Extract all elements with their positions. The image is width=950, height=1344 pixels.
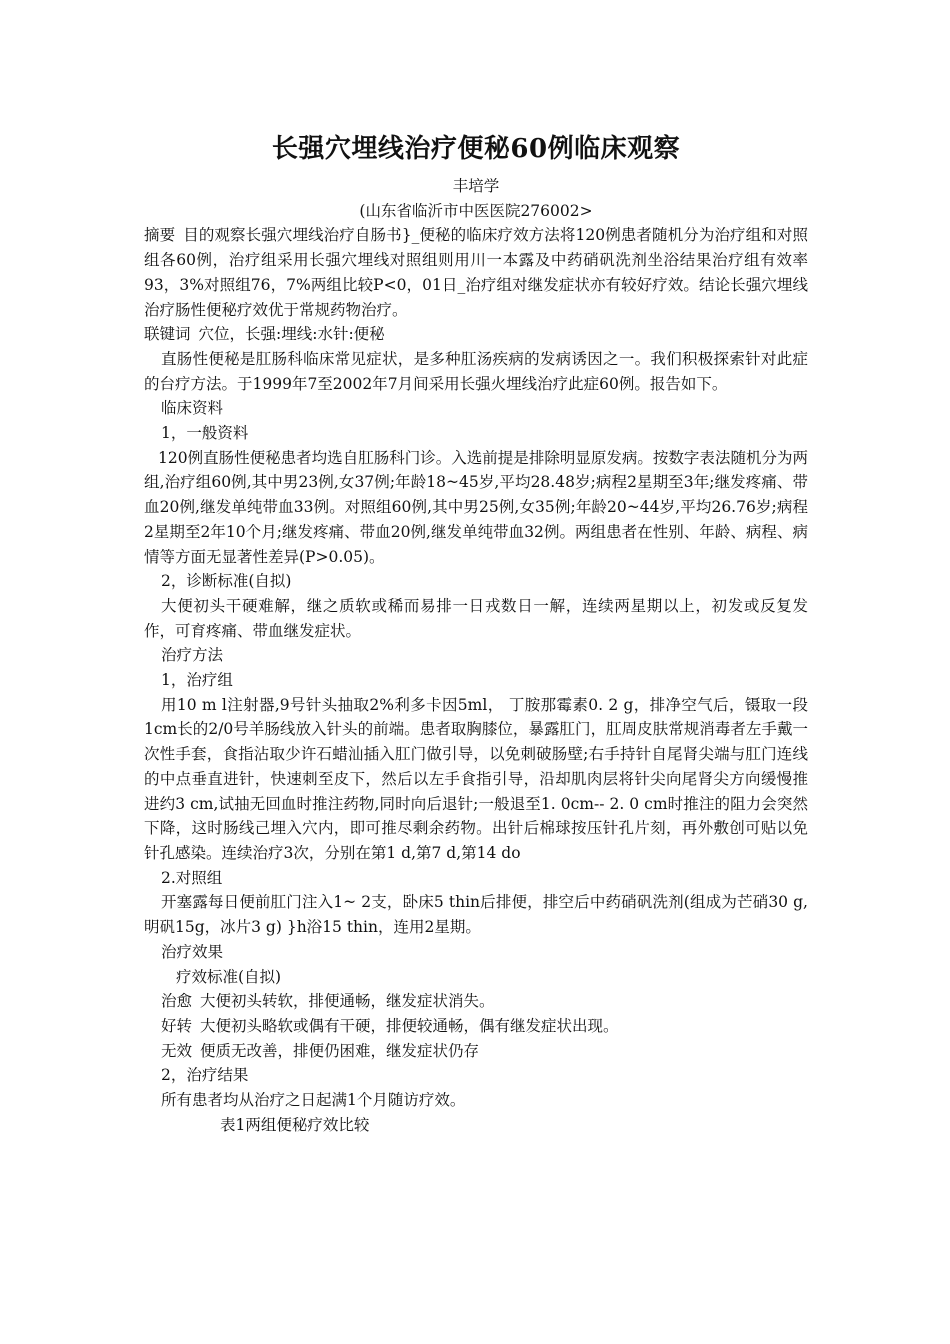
abstract	[144, 223, 808, 322]
criteria-label: 好转	[161, 1016, 193, 1035]
criteria-label: 无效	[161, 1041, 193, 1060]
article-title: 长强穴埋线治疗便秘60例临床观察	[271, 134, 681, 164]
criteria-text: 便质无改善，排便仍困难，继发症状仍存	[200, 1041, 480, 1060]
subheading-treatment-group: 1，治疗组	[161, 671, 233, 690]
criteria-text: 大便初头转软，排便通畅，继发症状消失。	[200, 992, 495, 1011]
intro-paragraph: 直肠性便秘是肛肠科临床常见症状，是多种肛汤疾病的发病诱因之一。我们积极探索针对此症的台疗方法。于1999年7至2002年7月间采用长强火埋线治疗此症60例。报告如下。	[144, 349, 808, 393]
author-affiliation: (山东省临沂市中医医院276002>	[359, 201, 593, 220]
criteria-text: 大便初头略软或偶有干硬，排便较通畅，偶有继发症状出现。	[200, 1016, 619, 1035]
criteria-item	[144, 989, 808, 1014]
subheading-result: 2，治疗结果	[161, 1066, 249, 1085]
section-heading-method: 治疗方法	[161, 646, 224, 665]
criteria-item	[144, 1039, 808, 1064]
table-caption: 表1两组便秘疗效比较	[220, 1115, 370, 1134]
section-heading-effect: 治疗效果	[161, 942, 224, 961]
treatment-group-paragraph: 用10 m l注射器,9号针头抽取2%利多卡因5ml， 丁胺那霉素0. 2 g，排净空气后，镊取一段1cm长的2/0号羊肠线放入针头的前端。患者取胸膝位，暴露肛门，肛周皮肤常规消毒者左手戴一次性手套，食指沾取少许石蜡汕插入肛门做引导，以免刺破肠壁;右手持针自尾肾尖端与肛门连线的中点垂直进针，快速刺至皮下，然后以左手食指引导，沿却肌肉层将针尖向尾肾尖方向缓慢推进约3 cm,试抽无回血时推注药物,同时向后退针;一般退至1. 0cm-- 2. 0 cm时推注的阻力会突然下降，这时肠线己埋入穴内，即可推尽剩余药物。出针后棉球按压针孔片刻，再外敷创可贴以免针孔感染。连续治疗3次，分别在第1 d,第7 d,第14 do	[144, 695, 808, 862]
keywords-text: 穴位，长强:埋线:水针:便秘	[198, 325, 385, 344]
abstract-label: 摘要	[144, 226, 176, 245]
subheading-criteria: 疗效标准(自拟)	[176, 967, 282, 986]
control-group-paragraph: 开塞露每日便前肛门注入1~ 2支，卧床5 thin后排便，排空后中药硝矾洗剂(组成为芒硝30 g,明矾15g，冰片3 g) }h浴15 thin，连用2星期。	[144, 893, 808, 937]
keywords-label: 联键词	[144, 325, 191, 344]
subheading-general-data: 1，一般资料	[161, 424, 249, 443]
section-heading-clinical-data: 临床资料	[161, 399, 224, 418]
diagnosis-paragraph: 大便初头干硬难解，继之质软或稀而易排一日戎数日一解，连续两星期以上，初发或反复发作，可育疼痛、带血继发症状。	[144, 596, 808, 640]
subheading-control-group: 2.对照组	[161, 868, 223, 887]
criteria-item	[144, 1014, 808, 1039]
criteria-label: 治愈	[161, 992, 193, 1011]
article-body	[144, 128, 808, 1137]
result-paragraph: 所有患者均从治疗之日起满1个月随访疗效。	[161, 1091, 466, 1110]
subheading-diagnosis: 2，诊断标准(自拟)	[161, 572, 292, 591]
abstract-text: 目的观察长强穴埋线治疗自肠书}_便秘的临床疗效方法将120例患者随机分为治疗组和对照组各60例，治疗组采用长强穴埋线对照组则用川一本露及中药硝矾洗剂坐浴结果治疗组有效率93，3%对照组76，7%两组比较P<0，01日_治疗组对继发症状亦有较好疗效。结论长强穴埋线治疗肠性便秘疗效优于常规药物治疗。	[144, 226, 808, 319]
general-data-paragraph: 120例直肠性便秘患者均选自肛肠科门诊。入选前提是排除明显原发病。按数字表法随机分为两组,治疗组60例,其中男23例,女37例;年龄18~45岁,平均28.48岁;病程2星期至3年;继发疼痛、带血20例,继发单纯带血33例。对照组60例,其中男25例,女35例;年龄20~44岁,平均26.76岁;病程2星期至2年10个月;继发疼痛、带血20例,继发单纯带血32例。两组患者在性别、年龄、病程、病情等方面无显著性差异(P>0.05)。	[144, 448, 808, 566]
author-name: 丰培学	[452, 177, 500, 195]
keywords	[144, 322, 808, 347]
